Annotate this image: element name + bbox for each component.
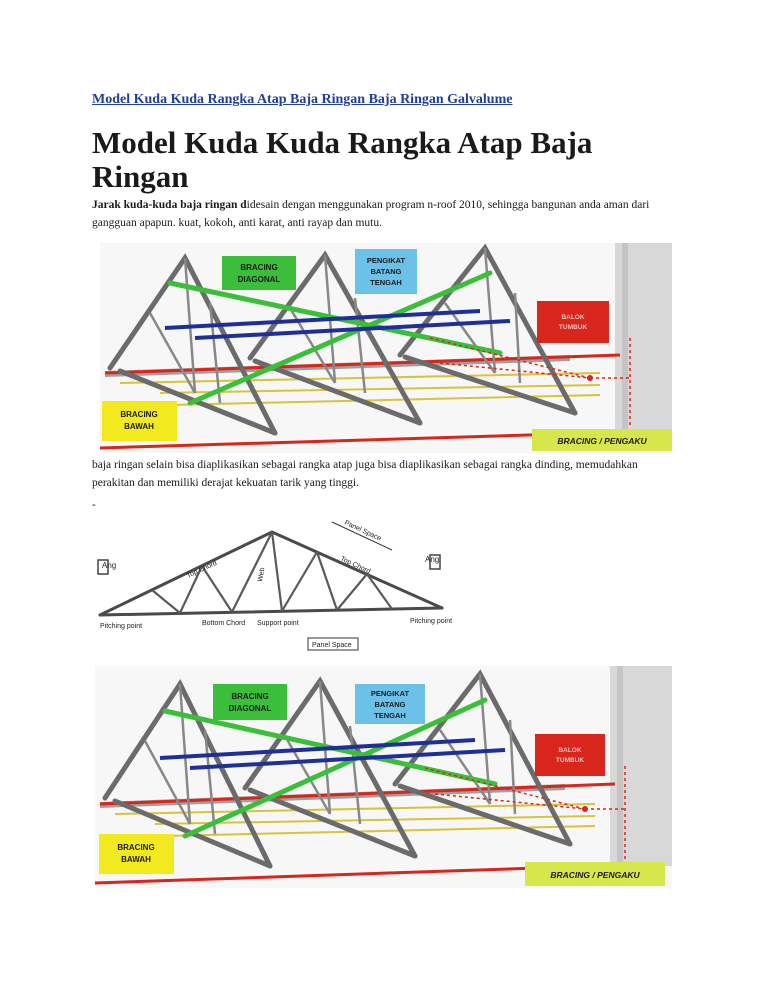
svg-text:TUMBUK: TUMBUK	[555, 757, 585, 764]
svg-text:TENGAH: TENGAH	[374, 711, 406, 720]
balok-tumbuk-label	[535, 734, 605, 776]
svg-text:BRACING: BRACING	[231, 692, 269, 701]
article-link[interactable]: Model Kuda Kuda Rangka Atap Baja Ringan Baja Ringan Galvalume	[92, 92, 513, 107]
intro-paragraph	[92, 196, 682, 232]
bracing-figure-top	[100, 243, 672, 453]
bracing-diagonal-label	[222, 256, 296, 290]
web-label: Web	[257, 567, 267, 583]
balok-tumbuk-label	[537, 301, 609, 343]
svg-text:PENGIKAT: PENGIKAT	[370, 689, 410, 698]
svg-text:DIAGONAL: DIAGONAL	[237, 275, 281, 284]
svg-text:PENGIKAT: PENGIKAT	[366, 256, 406, 265]
top-chord-left-label: Top Chord	[185, 559, 219, 580]
bottom-chord-label: Bottom Chord	[202, 620, 246, 627]
page-title: Model Kuda Kuda Rangka Atap Baja Ringan	[92, 125, 593, 194]
svg-text:BRACING / PENGAKU: BRACING / PENGAKU	[550, 870, 640, 880]
top-chord-right-label: Top Chord	[339, 555, 372, 576]
support-point-label: Support point	[257, 620, 299, 627]
svg-text:BAWAH: BAWAH	[121, 855, 151, 864]
truss-diagram	[92, 510, 457, 660]
truss-outline	[100, 532, 442, 615]
svg-text:BRACING: BRACING	[117, 843, 155, 852]
svg-text:BRACING: BRACING	[120, 410, 158, 419]
ang-left-label: Ang	[102, 561, 117, 570]
bracing-figure-bottom	[95, 666, 672, 888]
body-paragraph: baja ringan selain bisa diaplikasikan sebagai rangka atap juga bisa diaplikasikan sebagai rangka dinding, memudahkan perakitan dan memiliki derajat kekuatan tarik yang tinggi.	[92, 459, 638, 489]
svg-text:TUMBUK: TUMBUK	[558, 324, 588, 331]
panel-space-bottom-label: Panel Space	[312, 642, 352, 649]
bracing-diagonal-label	[213, 684, 287, 720]
svg-text:BATANG: BATANG	[370, 267, 402, 276]
bracing-bawah-label	[99, 834, 174, 874]
pitching-point-left-label: Pitching point	[100, 623, 143, 630]
bracing-bawah-label	[102, 401, 177, 441]
dash-text: -	[92, 499, 96, 511]
svg-text:BRACING / PENGAKU: BRACING / PENGAKU	[557, 436, 647, 446]
intro-bold-text: Jarak kuda-kuda baja ringan d	[92, 199, 247, 211]
svg-text:BRACING: BRACING	[240, 263, 278, 272]
svg-text:BATANG: BATANG	[374, 700, 406, 709]
svg-text:TENGAH: TENGAH	[370, 278, 402, 287]
svg-text:BALOK: BALOK	[558, 747, 582, 754]
intro-text: idesain dengan menggunakan program n-roof 2010, sehingga bangunan anda aman dari gangguan apapun. kuat, kokoh, anti karat, anti rayap dan mutu.	[92, 199, 650, 229]
svg-text:BAWAH: BAWAH	[124, 422, 154, 431]
ang-right-label: Ang	[425, 555, 440, 564]
panel-space-top-label: Panel Space	[343, 519, 383, 543]
svg-text:BALOK: BALOK	[561, 314, 585, 321]
pitching-point-right-label: Pitching point	[410, 618, 453, 625]
svg-text:DIAGONAL: DIAGONAL	[228, 704, 272, 713]
